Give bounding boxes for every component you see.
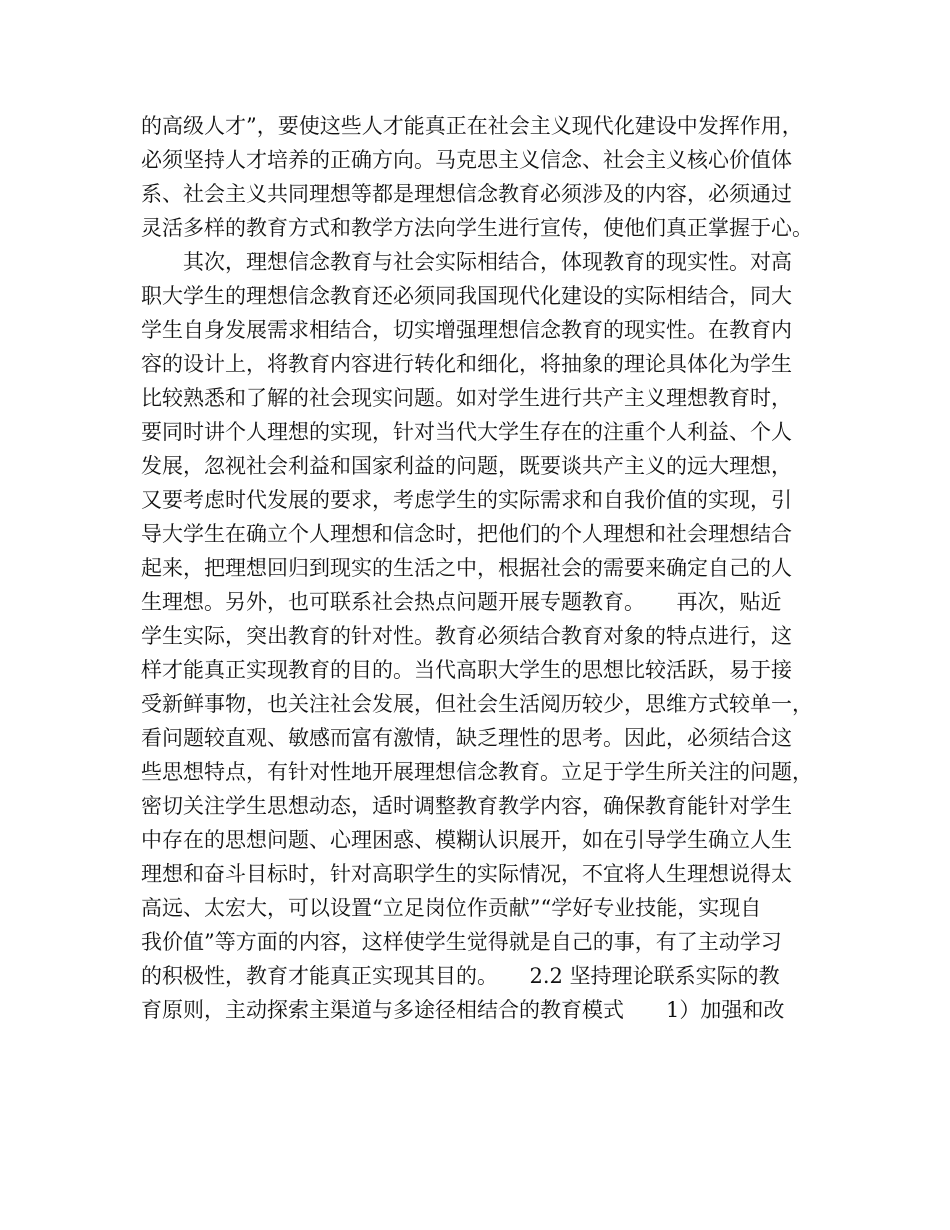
text-line: 导大学生在确立个人理想和信念时，把他们的个人理想和社会理想结合 (141, 522, 792, 546)
text-line: 发展，忽视社会利益和国家利益的问题，既要谈共产主义的远大理想， (141, 454, 792, 478)
body-text (141, 109, 831, 1027)
text-line: 学生自身发展需求相结合，切实增强理想信念教育的现实性。在教育内 (141, 318, 792, 342)
text-line: 其次，理想信念教育与社会实际相结合，体现教育的现实性。对高 (141, 250, 792, 274)
text-line: 灵活多样的教育方式和教学方法向学生进行宣传，使他们真正掌握于心。 (141, 216, 813, 240)
text-line: 容的设计上，将教育内容进行转化和细化，将抽象的理论具体化为学生 (141, 352, 792, 376)
text-line: 受新鲜事物，也关注社会发展，但社会生活阅历较少，思维方式较单一， (141, 692, 813, 716)
text-line: 要同时讲个人理想的实现，针对当代大学生存在的注重个人利益、个人 (141, 420, 792, 444)
text-line: 看问题较直观、敏感而富有激情，缺乏理性的思考。因此，必须结合这 (141, 726, 792, 750)
text-line: 理想和奋斗目标时，针对高职学生的实际情况，不宜将人生理想说得太 (141, 862, 792, 886)
text-line: 生理想。另外，也可联系社会热点问题开展专题教育。 再次，贴近 (141, 590, 782, 614)
text-line: 系、社会主义共同理想等都是理想信念教育必须涉及的内容，必须通过 (141, 182, 792, 206)
text-line: 些思想特点，有针对性地开展理想信念教育。立足于学生所关注的问题， (141, 760, 813, 784)
text-line: 比较熟悉和了解的社会现实问题。如对学生进行共产主义理想教育时， (141, 386, 792, 410)
text-line: 样才能真正实现教育的目的。当代高职大学生的思想比较活跃，易于接 (141, 658, 792, 682)
text-line: 高远、太宏大，可以设置“立足岗位作贡献”“学好专业技能，实现自 (141, 896, 762, 920)
text-line: 育原则，主动探索主渠道与多途径相结合的教育模式 1）加强和改 (141, 998, 785, 1022)
text-line: 职大学生的理想信念教育还必须同我国现代化建设的实际相结合，同大 (141, 284, 792, 308)
text-line: 中存在的思想问题、心理困惑、模糊认识展开，如在引导学生确立人生 (141, 828, 792, 852)
text-line: 我价值”等方面的内容，这样使学生觉得就是自己的事，有了主动学习 (141, 930, 782, 954)
text-line: 又要考虑时代发展的要求，考虑学生的实际需求和自我价值的实现，引 (141, 488, 792, 512)
text-line: 起来，把理想回归到现实的生活之中，根据社会的需要来确定自己的人 (141, 556, 792, 580)
text-line: 学生实际，突出教育的针对性。教育必须结合教育对象的特点进行，这 (141, 624, 792, 648)
text-line: 的高级人才”，要使这些人才能真正在社会主义现代化建设中发挥作用， (141, 114, 803, 138)
text-line: 的积极性，教育才能真正实现其目的。 2.2 坚持理论联系实际的教 (141, 964, 780, 988)
text-line: 必须坚持人才培养的正确方向。马克思主义信念、社会主义核心价值体 (141, 148, 792, 172)
text-line: 密切关注学生思想动态，适时调整教育教学内容，确保教育能针对学生 (141, 794, 792, 818)
